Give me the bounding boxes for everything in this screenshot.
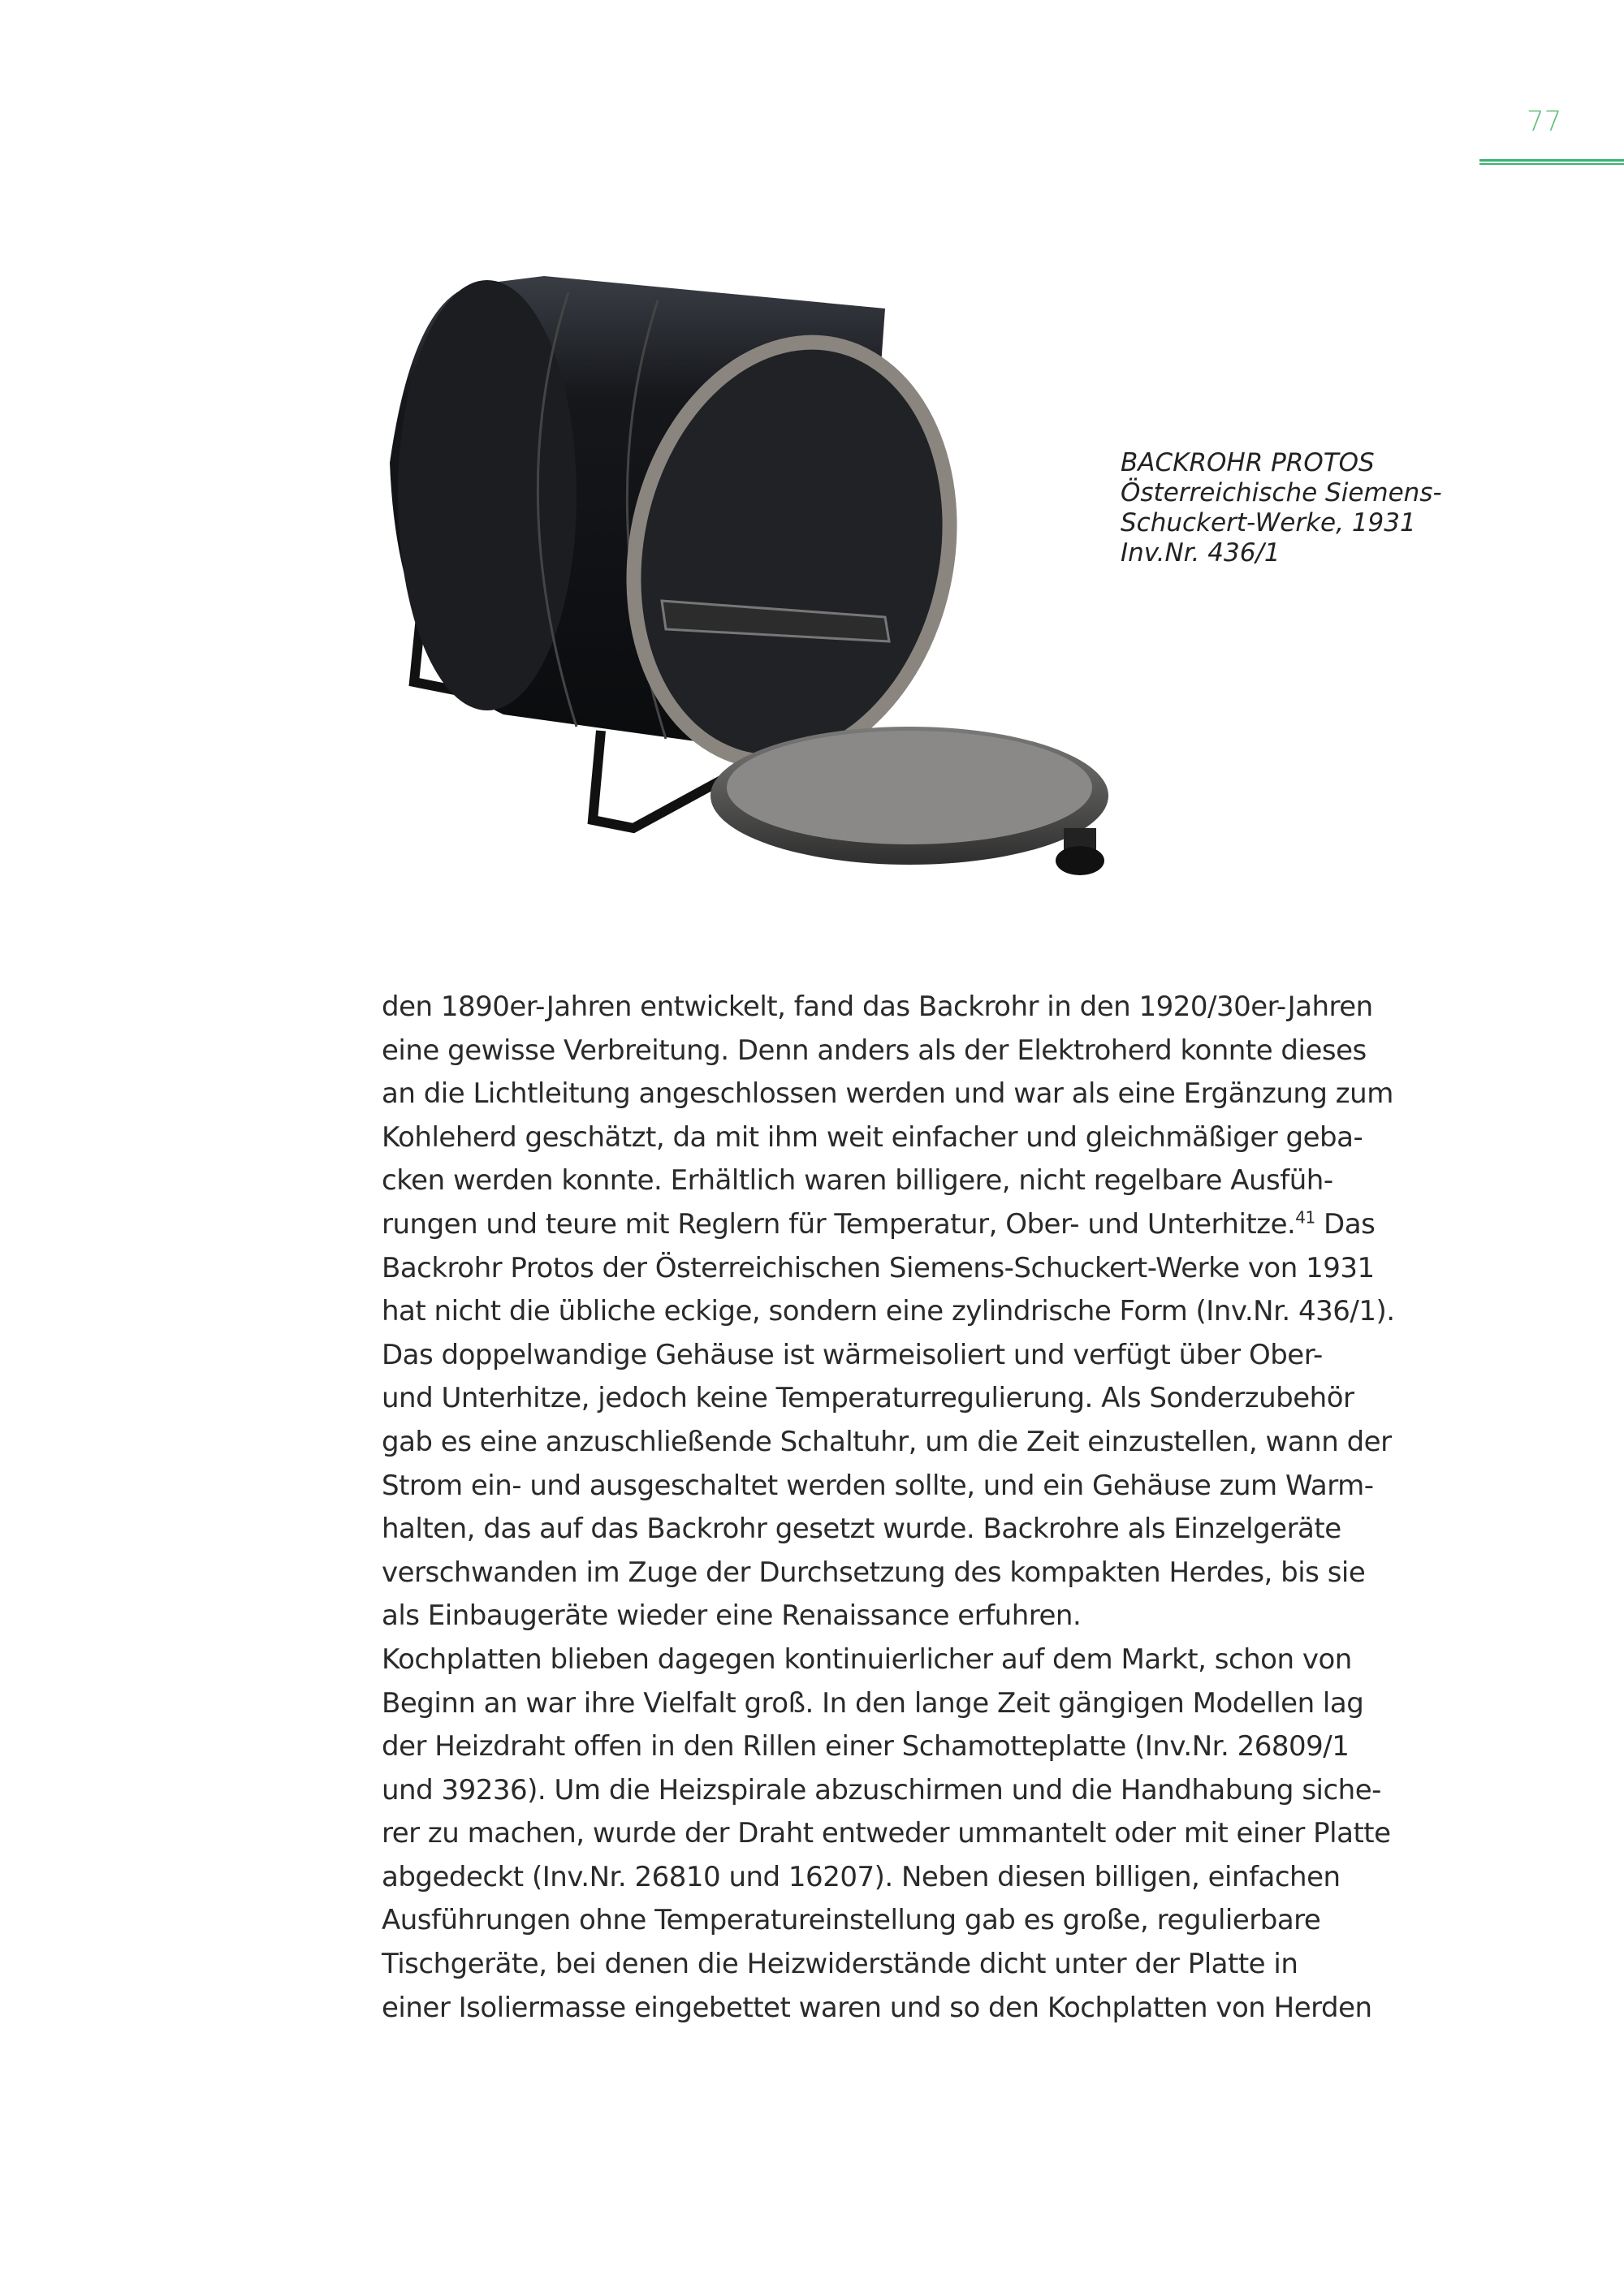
body-line: verschwanden im Zuge der Durchsetzung des kompakten Herdes, bis sie xyxy=(382,1556,1366,1589)
body-line xyxy=(382,1203,1462,1247)
body-line: Backrohr Protos der Österreichischen Siemens-Schuckert-Werke von 1931 xyxy=(382,1251,1375,1284)
body-text xyxy=(382,986,1462,2030)
body-line: an die Lichtleitung angeschlossen werden und war als eine Ergänzung zum xyxy=(382,1077,1393,1111)
header-rule xyxy=(1479,159,1624,162)
body-line: den 1890er-Jahren entwickelt, fand das Backrohr in den 1920/30er-Jahren xyxy=(382,991,1373,1023)
body-line: halten, das auf das Backrohr gesetzt wurde. Backrohre als Einzelgeräte xyxy=(382,1513,1341,1546)
body-line: Kohleherd geschätzt, da mit ihm weit einfacher und gleichmäßiger geba- xyxy=(382,1120,1363,1154)
body-line: einer Isoliermasse eingebettet waren und so den Kochplatten von Herden xyxy=(382,1991,1372,2024)
body-line-text: rungen und teure mit Reglern für Temperatur, Ober- und Unterhitze. xyxy=(382,1207,1296,1241)
body-line: der Heizdraht offen in den Rillen einer Schamotteplatte (Inv.Nr. 26809/1 xyxy=(382,1730,1350,1763)
body-line: als Einbaugeräte wieder eine Renaissance erfuhren. xyxy=(382,1599,1082,1633)
backrohr-photo xyxy=(382,260,1259,909)
body-line: gab es eine anzuschließende Schaltuhr, um die Zeit einzustellen, wann der xyxy=(382,1425,1392,1458)
body-line: Tischgeräte, bei denen die Heizwiderstände dicht unter der Platte in xyxy=(382,1948,1298,1981)
body-line: und Unterhitze, jedoch keine Temperaturregulierung. Als Sonderzubehör xyxy=(382,1382,1354,1415)
body-line: Kochplatten blieben dagegen kontinuierlicher auf dem Markt, schon von xyxy=(382,1642,1352,1676)
body-line: Das doppelwandige Gehäuse ist wärmeisoliert und verfügt über Ober- xyxy=(382,1338,1323,1371)
page-number: 77 xyxy=(1527,106,1562,138)
body-line: cken werden konnte. Erhältlich waren billigere, nicht regelbare Ausfüh- xyxy=(382,1164,1333,1198)
body-line: eine gewisse Verbreitung. Denn anders als der Elektroherd konnte dieses xyxy=(382,1034,1367,1067)
caption-inventory: Inv.Nr. 436/1 xyxy=(1121,538,1281,568)
body-line: Strom ein- und ausgeschaltet werden sollte, und ein Gehäuse zum Warm- xyxy=(382,1469,1374,1502)
body-line: rer zu machen, wurde der Draht entweder ummantelt oder mit einer Platte xyxy=(382,1817,1391,1850)
body-line: hat nicht die übliche eckige, sondern eine zylindrische Form (Inv.Nr. 436/1). xyxy=(382,1295,1395,1328)
image-caption xyxy=(1121,448,1442,568)
caption-title: BACKROHR PROTOS xyxy=(1121,448,1375,477)
caption-maker-year: Schuckert-Werke, 1931 xyxy=(1121,508,1416,537)
caption-maker: Österreichische Siemens- xyxy=(1121,478,1442,507)
footnote-reference[interactable]: 41 xyxy=(1295,1207,1315,1228)
body-line-continuation: Das xyxy=(1315,1207,1376,1241)
body-line: und 39236). Um die Heizspirale abzuschirmen und die Handhabung siche- xyxy=(382,1773,1381,1806)
body-line: Beginn an war ihre Vielfalt groß. In den lange Zeit gängigen Modellen lag xyxy=(382,1686,1364,1720)
body-line: abgedeckt (Inv.Nr. 26810 und 16207). Neben diesen billigen, einfachen xyxy=(382,1860,1341,1893)
body-line: Ausführungen ohne Temperatureinstellung gab es große, regulierbare xyxy=(382,1904,1321,1937)
header-rule-2 xyxy=(1479,163,1624,165)
